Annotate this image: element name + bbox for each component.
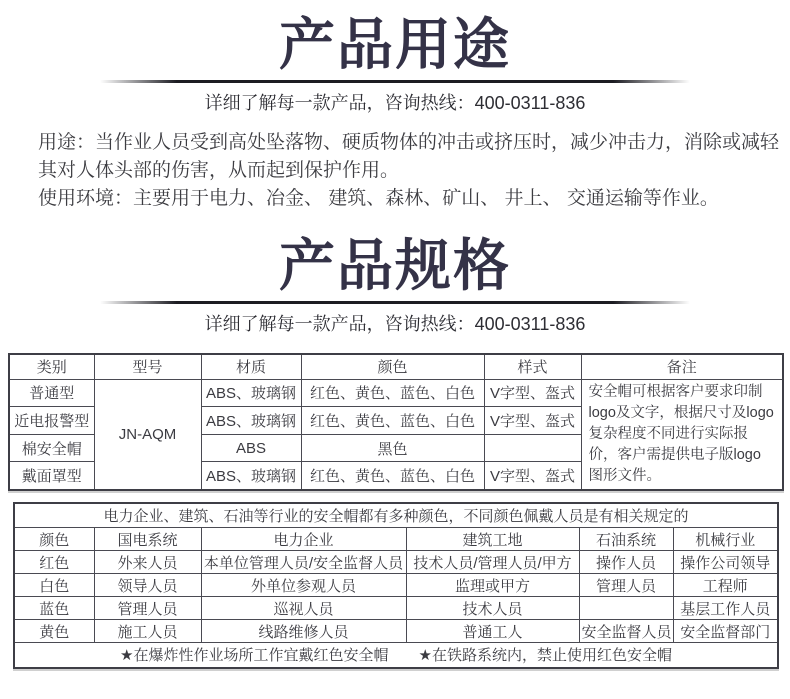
spec-cell-color: 红色、黄色、蓝色、白色	[301, 462, 484, 490]
hotline-subtitle: 详细了解每一款产品，咨询热线：400-0311-836	[204, 93, 586, 113]
spec-cell-category: 戴面罩型	[9, 462, 94, 490]
spec-cell-material: ABS、玻璃钢	[201, 379, 301, 407]
color-cell: 领导人员	[94, 574, 201, 597]
spec-header-row	[9, 354, 783, 379]
color-cell: 管理人员	[94, 597, 201, 620]
spec-table	[8, 353, 784, 491]
spec-cell-style	[484, 434, 581, 462]
spec-header-model: 型号	[94, 354, 201, 379]
color-cell: 线路维修人员	[201, 620, 406, 643]
color-table-footnote: ★在爆炸性作业场所工作宜戴红色安全帽 ★在铁路系统内，禁止使用红色安全帽	[14, 643, 778, 668]
spec-header-style: 样式	[484, 354, 581, 379]
title-divider-line	[100, 301, 690, 304]
color-cell: 普通工人	[406, 620, 579, 643]
color-cell: 巡视人员	[201, 597, 406, 620]
spec-header-color: 颜色	[301, 354, 484, 379]
color-cell: 技术人员	[406, 597, 579, 620]
color-row-yellow	[14, 620, 778, 643]
color-row-red	[14, 551, 778, 574]
color-cell	[579, 597, 673, 620]
color-cell: 白色	[14, 574, 94, 597]
color-cell: 施工人员	[94, 620, 201, 643]
spec-cell-model: JN-AQM	[94, 379, 201, 490]
color-cell: 监理或甲方	[406, 574, 579, 597]
color-header-construction-site: 建筑工地	[406, 528, 579, 551]
spec-cell-material: ABS	[201, 434, 301, 462]
color-table-footnote-row	[14, 643, 778, 668]
color-table-header-row	[14, 528, 778, 551]
color-cell: 黄色	[14, 620, 94, 643]
color-header-machinery: 机械行业	[673, 528, 778, 551]
color-cell: 工程师	[673, 574, 778, 597]
section-title-usage: 产品用途	[279, 13, 511, 76]
spec-cell-style: V字型、盔式	[484, 462, 581, 490]
color-cell: 安全监督人员	[579, 620, 673, 643]
usage-description-text: 用途：当作业人员受到高处坠落物、硬质物体的冲击或挤压时，减少冲击力，消除或减轻其对人体头部的伤害，从而起到保护作用。	[38, 132, 780, 181]
color-row-blue	[14, 597, 778, 620]
color-header-state-grid: 国电系统	[94, 528, 201, 551]
spec-cell-style: V字型、盔式	[484, 379, 581, 407]
color-cell: 操作公司领导	[673, 551, 778, 574]
title-divider-line	[100, 80, 690, 83]
color-header-color: 颜色	[14, 528, 94, 551]
color-header-petroleum: 石油系统	[579, 528, 673, 551]
spec-cell-remark: 安全帽可根据客户要求印制logo及文字，根据尺寸及logo复杂程度不同进行实际报价，客户需提供电子版logo图形文件。	[581, 379, 783, 490]
intro-paragraph	[38, 129, 782, 213]
spec-header-category: 类别	[9, 354, 94, 379]
color-cell: 操作人员	[579, 551, 673, 574]
color-cell: 外单位参观人员	[201, 574, 406, 597]
hotline-subtitle: 详细了解每一款产品，咨询热线：400-0311-836	[204, 314, 586, 334]
color-cell: 安全监督部门	[673, 620, 778, 643]
color-cell: 蓝色	[14, 597, 94, 620]
color-cell: 基层工作人员	[673, 597, 778, 620]
spec-cell-category: 棉安全帽	[9, 434, 94, 462]
color-header-power-enterprise: 电力企业	[201, 528, 406, 551]
color-table-caption-row	[14, 503, 778, 528]
spec-header-remark: 备注	[581, 354, 783, 379]
color-cell: 本单位管理人员/安全监督人员	[201, 551, 406, 574]
color-cell: 红色	[14, 551, 94, 574]
environment-description-text: 使用环境：主要用于电力、冶金、 建筑、森林、矿山、 井上、 交通运输等作业。	[38, 188, 719, 209]
spec-cell-material: ABS、玻璃钢	[201, 462, 301, 490]
color-table-caption: 电力企业、建筑、石油等行业的安全帽都有多种颜色，不同颜色佩戴人员是有相关规定的	[14, 503, 778, 528]
spec-header-material: 材质	[201, 354, 301, 379]
spec-row-ordinary	[9, 379, 783, 407]
color-row-white	[14, 574, 778, 597]
spec-cell-material: ABS、玻璃钢	[201, 407, 301, 435]
color-regulation-table	[13, 502, 779, 669]
color-cell: 管理人员	[579, 574, 673, 597]
spec-cell-style: V字型、盔式	[484, 407, 581, 435]
spec-cell-category: 普通型	[9, 379, 94, 407]
color-cell: 技术人员/管理人员/甲方	[406, 551, 579, 574]
spec-cell-color: 红色、黄色、蓝色、白色	[301, 379, 484, 407]
spec-cell-category: 近电报警型	[9, 407, 94, 435]
spec-cell-color: 红色、黄色、蓝色、白色	[301, 407, 484, 435]
specs-title-block	[0, 235, 790, 335]
spec-cell-color: 黑色	[301, 434, 484, 462]
section-title-specs: 产品规格	[279, 234, 511, 297]
usage-title-block	[0, 14, 790, 114]
color-cell: 外来人员	[94, 551, 201, 574]
